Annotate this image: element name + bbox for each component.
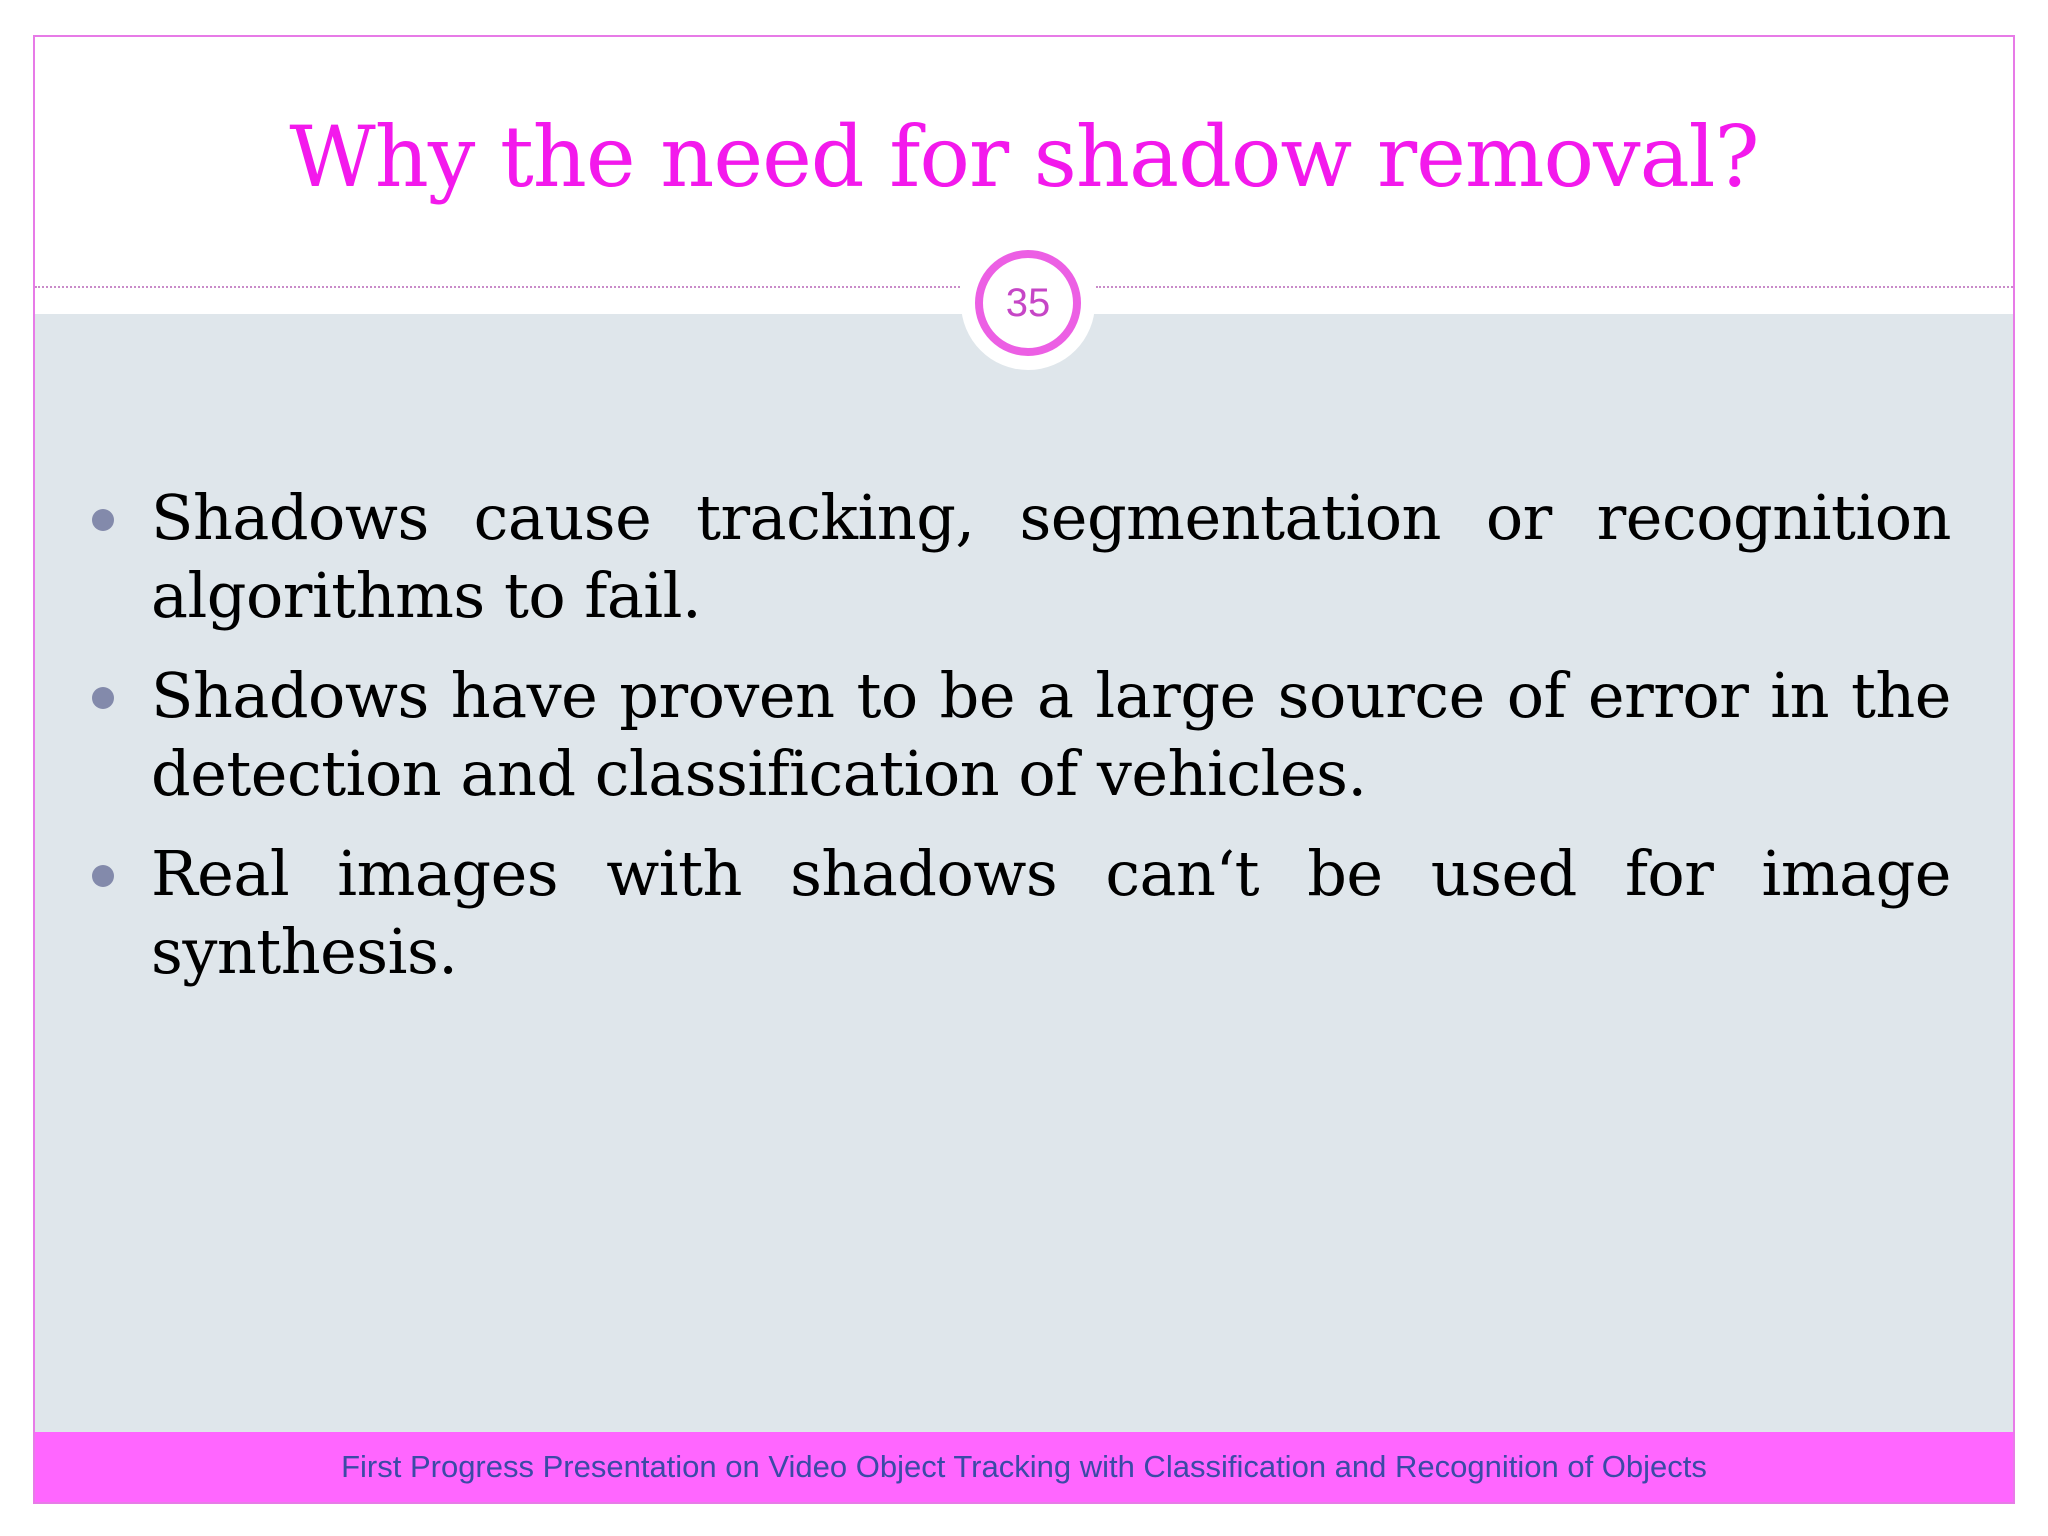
bullet-dot-icon [92,687,114,709]
slide [33,35,2015,1504]
bullet-text: Shadows cause tracking, segmentation or recognition algorithms to fail. [151,481,1951,632]
bullet-item [35,479,2013,635]
slide-title: Why the need for shadow removal? [289,108,1759,206]
bullet-item [35,657,2013,813]
bullet-text: Real images with shadows can‘t be used for image synthesis. [151,837,1951,988]
bullet-list [35,479,2013,1013]
slide-content [35,314,2013,1469]
slide-number: 35 [1005,280,1051,325]
header-divider-right [1096,286,2015,288]
slide-footer [33,1432,2015,1504]
header-divider-left [35,286,960,288]
bullet-item [35,835,2013,991]
footer-text: First Progress Presentation on Video Object Tracking with Classification and Recognition of Objects [341,1449,1707,1484]
slide-number-badge [975,250,1081,356]
bullet-dot-icon [92,509,114,531]
bullet-text: Shadows have proven to be a large source of error in the detection and classification of vehicles. [151,659,1951,810]
bullet-dot-icon [92,865,114,887]
